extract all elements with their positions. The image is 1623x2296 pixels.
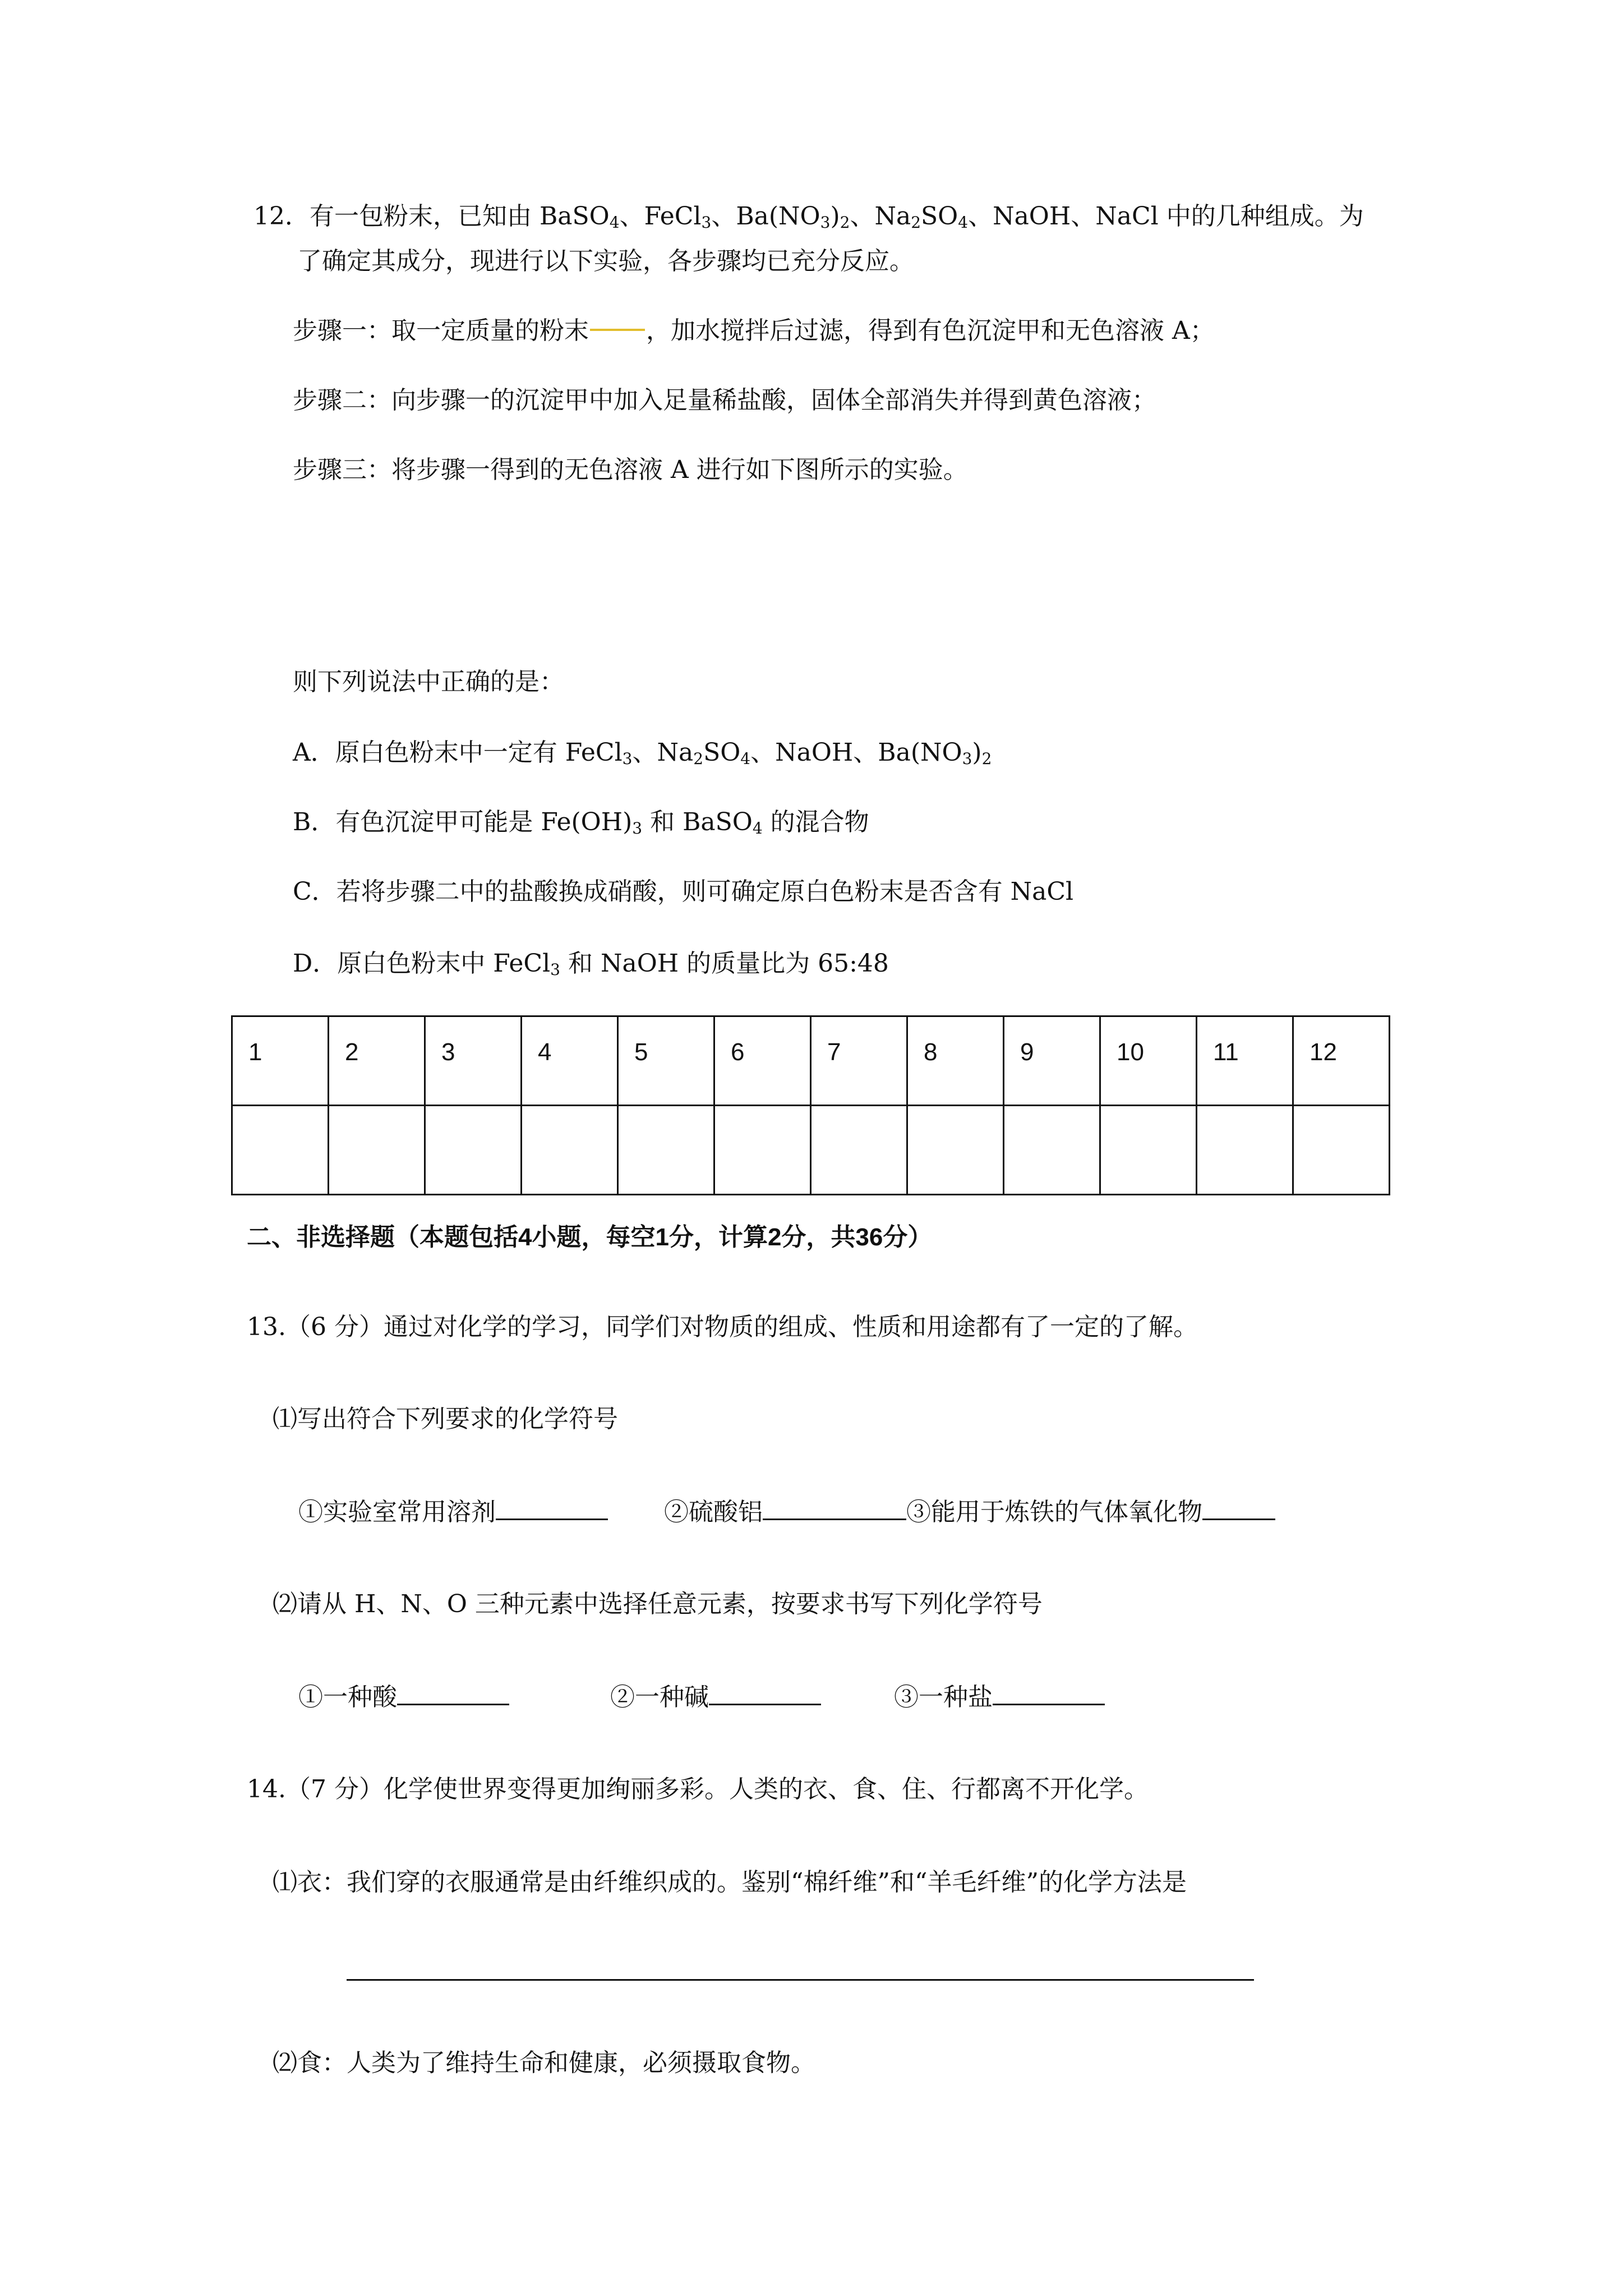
- q14-title: 14.（7 分）化学使世界变得更加绚丽多彩。人类的衣、食、住、行都离不开化学。: [247, 1775, 1149, 1803]
- q12-option-d: D．原白色粉末中 FeCl$_3$ 和 NaOH 的质量比为 65:48: [293, 949, 889, 979]
- answer-blank[interactable]: [496, 1496, 608, 1520]
- answer-cell-label: 12: [1293, 1016, 1390, 1106]
- q12-option-b: B．有色沉淀甲可能是 $Fe(OH)_3$ 和 BaSO$_4$ 的混合物: [293, 808, 869, 838]
- answer-cell-blank[interactable]: [232, 1106, 329, 1195]
- q12-step2: 步骤二：向步骤一的沉淀甲中加入足量稀盐酸，固体全部消失并得到黄色溶液；: [293, 386, 1156, 415]
- q14-part2: ⑵食：人类为了维持生命和健康，必须摄取食物。: [273, 2049, 815, 2077]
- answer-blank[interactable]: [397, 1681, 509, 1705]
- answer-cell-label: 6: [714, 1016, 811, 1106]
- answer-cell-blank[interactable]: [329, 1106, 425, 1195]
- answer-blank[interactable]: [709, 1681, 821, 1705]
- answer-cell-label: 3: [425, 1016, 522, 1106]
- section-title: 二、非选择题（本题包括4小题，每空1分，计算2分，共36分）: [247, 1223, 933, 1251]
- q12-prompt: 则下列说法中正确的是：: [293, 668, 564, 696]
- answer-cell-blank[interactable]: [1293, 1106, 1390, 1195]
- answer-cell-blank[interactable]: [1197, 1106, 1293, 1195]
- answer-cell-blank[interactable]: [1004, 1106, 1100, 1195]
- answer-cell-label: 5: [618, 1016, 714, 1106]
- answer-blank[interactable]: [993, 1681, 1105, 1705]
- answer-cell-blank[interactable]: [907, 1106, 1004, 1195]
- answer-table-input-row: [232, 1106, 1390, 1195]
- q13-part2: ⑵请从 H、N、O 三种元素中选择任意元素，按要求书写下列化学符号: [273, 1590, 1043, 1618]
- q13-title: 13.（6 分）通过对化学的学习，同学们对物质的组成、性质和用途都有了一定的了解。: [247, 1313, 1198, 1341]
- answer-blank[interactable]: [1202, 1496, 1275, 1520]
- answer-cell-label: 9: [1004, 1016, 1100, 1106]
- q12-option-c: C．若将步骤二中的盐酸换成硝酸，则可确定原白色粉末是否含有 NaCl: [293, 877, 1074, 906]
- answer-cell-blank[interactable]: [618, 1106, 714, 1195]
- q12-step3: 步骤三：将步骤一得到的无色溶液 A 进行如下图所示的实验。: [293, 455, 968, 484]
- answer-cell-label: 4: [522, 1016, 618, 1106]
- answer-cell-label: 7: [811, 1016, 907, 1106]
- answer-cell-label: 10: [1100, 1016, 1197, 1106]
- answer-cell-label: 8: [907, 1016, 1004, 1106]
- answer-blank[interactable]: [763, 1496, 906, 1520]
- q12-option-a: A．原白色粉末中一定有 FeCl$_3$、$Na_2SO_4$、NaOH、$Ba(NO_3)_2$: [293, 738, 992, 768]
- answer-table: [231, 1015, 1390, 1195]
- q12-line2: 了确定其成分，现进行以下实验，各步骤均已充分反应。: [297, 247, 914, 275]
- answer-cell-label: 1: [232, 1016, 329, 1106]
- answer-cell-label: 2: [329, 1016, 425, 1106]
- q13-part1: ⑴写出符合下列要求的化学符号: [273, 1405, 618, 1433]
- highlight-mark: [590, 329, 645, 331]
- answer-cell-blank[interactable]: [1100, 1106, 1197, 1195]
- q12-step1: 步骤一：取一定质量的粉末 ，加水搅拌后过滤，得到有色沉淀甲和无色溶液 A；: [293, 316, 1215, 345]
- answer-line[interactable]: [347, 1979, 1254, 1981]
- answer-table-header-row: [232, 1016, 1390, 1106]
- answer-cell-blank[interactable]: [425, 1106, 522, 1195]
- q14-part1: ⑴衣：我们穿的衣服通常是由纤维织成的。鉴别“棉纤维”和“羊毛纤维”的化学方法是: [273, 1868, 1187, 1897]
- answer-cell-blank[interactable]: [522, 1106, 618, 1195]
- q13-part2-items: ①一种酸 ②一种碱 ③一种盐: [298, 1681, 1105, 1714]
- q13-part1-items: ①实验室常用溶剂 ②硫酸铝 ③能用于炼铁的气体氧化物: [298, 1496, 1275, 1529]
- q12-line1: 12．有一包粉末，已知由 BaSO$_4$、FeCl$_3$、$Ba(NO_3)_2$、$Na_2SO_4$、NaOH、NaCl 中的几种组成。为: [253, 202, 1364, 232]
- answer-cell-blank[interactable]: [714, 1106, 811, 1195]
- answer-cell-blank[interactable]: [811, 1106, 907, 1195]
- answer-cell-label: 11: [1197, 1016, 1293, 1106]
